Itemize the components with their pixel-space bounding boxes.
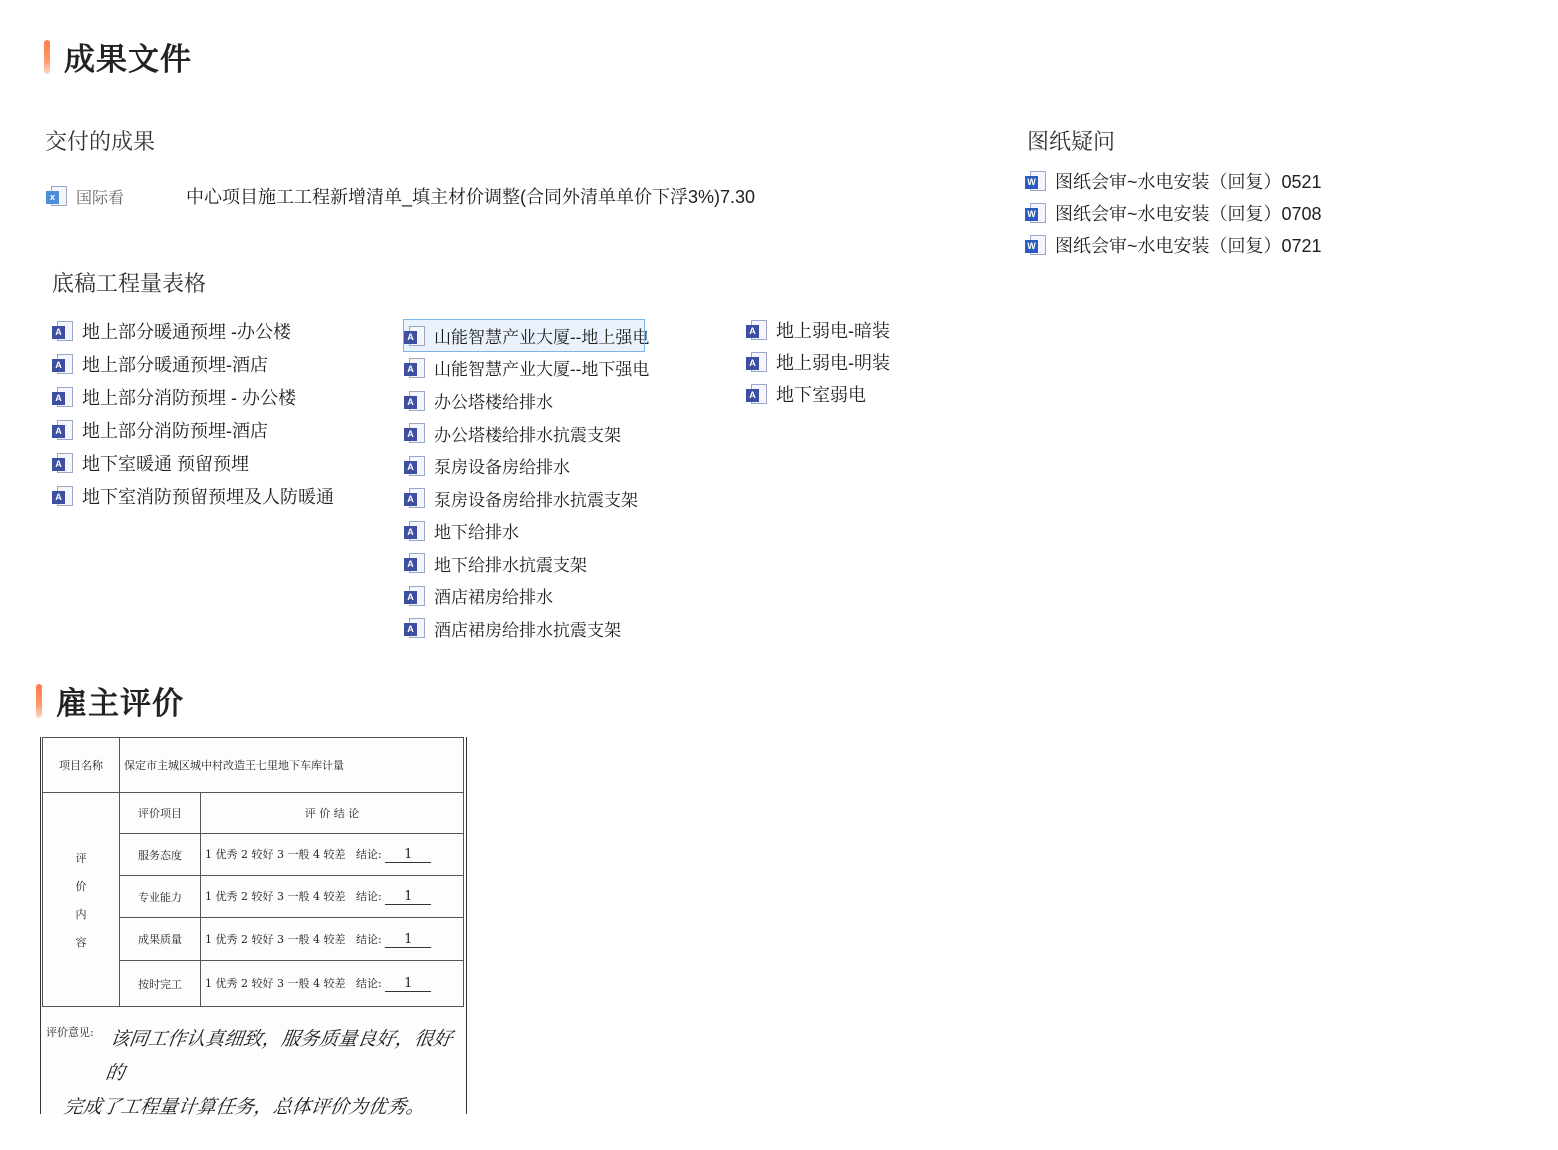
word-file-item[interactable] [1025, 197, 1322, 229]
pdf-file-icon: A [52, 485, 74, 507]
pdf-file-name: 泵房设备房给排水 [434, 458, 570, 477]
drawing-questions-list [1025, 165, 1322, 261]
handwritten-opinion-line-1: 该同工作认真细致，服务质量良好，很好的 [104, 1028, 454, 1084]
pdf-file-item-selected[interactable] [404, 320, 650, 351]
eval-item: 服务态度 [120, 834, 201, 876]
pdf-file-icon: A [404, 455, 426, 477]
word-file-item[interactable] [1025, 165, 1322, 197]
pdf-file-name: 地下室弱电 [776, 385, 866, 405]
pdf-file-item[interactable] [404, 384, 649, 417]
pdf-file-item[interactable] [404, 482, 649, 514]
pdf-file-icon: A [52, 386, 74, 408]
conclusion-header: 评 价 结 论 [201, 793, 464, 834]
evaluation-form-scan [40, 737, 467, 1118]
pdf-file-item[interactable] [404, 547, 649, 579]
delivered-file-name: 中心项目施工工程新增清单_填主材价调整(合同外清单单价下浮3%)7.30 [186, 187, 756, 207]
word-file-name: 图纸会审~水电安装（回复）0708 [1055, 204, 1322, 224]
pdf-file-icon: A [52, 452, 74, 474]
draft-column-3 [746, 314, 890, 410]
word-file-name: 图纸会审~水电安装（回复）0721 [1055, 236, 1322, 256]
pdf-file-icon: A [52, 320, 74, 342]
draft-column-1 [52, 314, 334, 512]
pdf-file-name: 地上弱电-明装 [776, 353, 890, 373]
pdf-file-icon: A [746, 319, 768, 341]
eval-conclusion: 1 [385, 890, 431, 905]
evaluation-opinion [46, 1021, 460, 1124]
section-accent-bar [36, 684, 42, 718]
pdf-file-name: 山能智慧产业大厦--地下强电 [434, 360, 650, 379]
item-header: 评价项目 [120, 793, 201, 834]
pdf-file-icon: A [404, 585, 426, 607]
word-file-icon: W [1025, 170, 1047, 192]
draft-column-2 [404, 320, 649, 644]
pdf-file-item[interactable] [52, 413, 334, 446]
pdf-file-name: 地上部分消防预埋-酒店 [82, 420, 268, 441]
pdf-file-icon: A [404, 422, 426, 444]
pdf-file-name: 办公塔楼给排水 [434, 393, 553, 412]
pdf-file-item[interactable] [404, 449, 649, 482]
pdf-file-name: 地下给排水 [434, 523, 519, 542]
draft-tables-title: 底稿工程量表格 [52, 271, 207, 296]
review-section-title: 雇主评价 [56, 686, 184, 721]
pdf-file-icon: A [404, 487, 426, 509]
pdf-file-icon: A [746, 351, 768, 373]
word-file-item[interactable] [1025, 229, 1322, 261]
pdf-file-item[interactable] [52, 347, 334, 380]
opinion-label: 评价意见: [46, 1026, 94, 1039]
pdf-file-name: 地上弱电-暗装 [776, 321, 890, 341]
eval-conclusion: 1 [385, 848, 431, 863]
eval-item: 按时完工 [120, 961, 201, 1007]
pdf-file-name: 泵房设备房给排水抗震支架 [434, 490, 638, 510]
evaluation-side-label: 评 价 内 容 [43, 793, 120, 1007]
pdf-file-item[interactable] [52, 314, 334, 347]
results-section-title: 成果文件 [64, 42, 192, 77]
eval-scale: 1 优秀 2 较好 3 一般 4 较差 结论: 1 [201, 961, 464, 1007]
pdf-file-name: 地下室消防预留预埋及人防暖通 [82, 486, 334, 507]
pdf-file-item[interactable] [52, 380, 334, 413]
word-file-icon: W [1025, 202, 1047, 224]
eval-scale: 1 优秀 2 较好 3 一般 4 较差 结论: 1 [201, 918, 464, 961]
results-section-header [44, 34, 192, 79]
pdf-file-icon: A [52, 353, 74, 375]
excel-file-icon: x [46, 185, 68, 207]
pdf-file-name: 地上部分暖通预埋-酒店 [82, 354, 268, 375]
pdf-file-item[interactable] [52, 446, 334, 479]
pdf-file-item[interactable] [404, 417, 649, 449]
pdf-file-item[interactable] [746, 378, 890, 410]
pdf-file-icon: A [404, 325, 426, 347]
pdf-file-name: 酒店裙房给排水抗震支架 [434, 620, 621, 640]
handwritten-opinion-line-2: 完成了工程量计算任务，总体评价为优秀。 [62, 1096, 427, 1118]
delivered-file[interactable] [46, 180, 755, 212]
pdf-file-name: 山能智慧产业大厦--地上强电 [434, 328, 650, 347]
eval-conclusion: 1 [385, 977, 431, 992]
evaluation-table [42, 737, 464, 1007]
delivered-file-prefix: 国际看 [76, 189, 125, 207]
pdf-file-icon: A [746, 383, 768, 405]
pdf-file-icon: A [404, 357, 426, 379]
pdf-file-item[interactable] [746, 314, 890, 346]
pdf-file-name: 酒店裙房给排水 [434, 588, 553, 607]
pdf-file-item[interactable] [404, 351, 649, 384]
pdf-file-icon: A [404, 520, 426, 542]
review-section-header [36, 678, 184, 723]
pdf-file-item[interactable] [52, 479, 334, 512]
pdf-file-item[interactable] [404, 612, 649, 644]
eval-scale: 1 优秀 2 较好 3 一般 4 较差 结论: 1 [201, 876, 464, 918]
pdf-file-name: 办公塔楼给排水抗震支架 [434, 425, 621, 445]
pdf-file-icon: A [404, 390, 426, 412]
pdf-file-item[interactable] [404, 579, 649, 612]
section-accent-bar [44, 40, 50, 74]
pdf-file-item[interactable] [746, 346, 890, 378]
pdf-file-icon: A [404, 552, 426, 574]
pdf-file-name: 地下室暖通 预留预埋 [82, 453, 250, 474]
word-file-icon: W [1025, 234, 1047, 256]
pdf-file-icon: A [404, 617, 426, 639]
pdf-file-icon: A [52, 419, 74, 441]
eval-item: 成果质量 [120, 918, 201, 961]
pdf-file-name: 地上部分消防预埋 - 办公楼 [82, 387, 296, 408]
pdf-file-name: 地上部分暖通预埋 -办公楼 [82, 321, 291, 342]
pdf-file-name: 地下给排水抗震支架 [434, 555, 587, 575]
pdf-file-item[interactable] [404, 514, 649, 547]
delivered-title: 交付的成果 [45, 129, 156, 154]
project-name-label: 项目名称 [43, 738, 120, 793]
word-file-name: 图纸会审~水电安装（回复）0521 [1055, 172, 1322, 192]
eval-scale: 1 优秀 2 较好 3 一般 4 较差 结论: 1 [201, 834, 464, 876]
eval-conclusion: 1 [385, 933, 431, 948]
eval-item: 专业能力 [120, 876, 201, 918]
drawing-questions-title: 图纸疑问 [1027, 129, 1116, 154]
project-name-value: 保定市主城区城中村改造王七里地下车库计量 [120, 738, 464, 793]
